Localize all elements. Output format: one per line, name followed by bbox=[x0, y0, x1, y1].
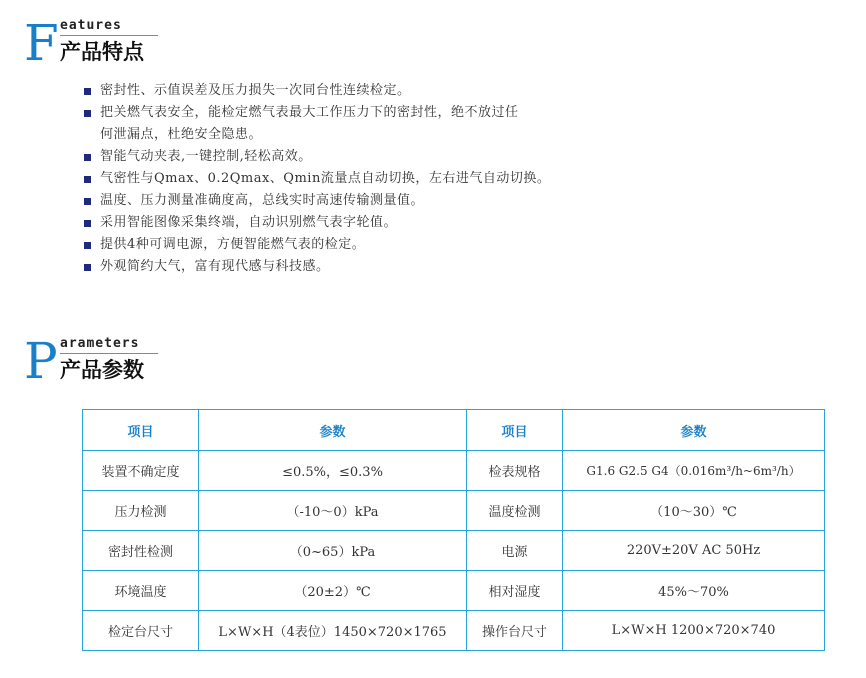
table-cell: L×W×H 1200×720×740 bbox=[563, 611, 825, 651]
feature-item-continuation bbox=[84, 124, 644, 146]
feature-item bbox=[84, 256, 644, 278]
feature-item bbox=[84, 146, 644, 168]
table-cell: 相对湿度 bbox=[467, 571, 563, 611]
feature-item bbox=[84, 102, 644, 124]
table-row bbox=[83, 491, 825, 531]
table-cell: L×W×H（4表位）1450×720×1765 bbox=[199, 611, 467, 651]
features-heading bbox=[24, 14, 324, 78]
feature-text: 外观简约大气，富有现代感与科技感。 bbox=[100, 259, 330, 274]
table-cell: 45%～70% bbox=[563, 571, 825, 611]
table-cell: （0~65）kPa bbox=[199, 531, 467, 571]
feature-item bbox=[84, 168, 644, 190]
parameters-initial-letter: P bbox=[24, 332, 58, 390]
column-header-item: 项目 bbox=[467, 410, 563, 451]
parameters-title: 产品参数 bbox=[60, 358, 144, 382]
feature-text: 何泄漏点，杜绝安全隐患。 bbox=[100, 127, 263, 142]
square-bullet-icon bbox=[84, 154, 91, 161]
features-english-word: eatures bbox=[60, 18, 122, 33]
feature-list bbox=[84, 80, 644, 278]
column-header-item: 项目 bbox=[83, 410, 199, 451]
feature-text: 把关燃气表安全，能检定燃气表最大工作压力下的密封性，绝不放过任 bbox=[100, 105, 519, 120]
square-bullet-icon bbox=[84, 88, 91, 95]
square-bullet-icon bbox=[84, 198, 91, 205]
square-bullet-icon bbox=[84, 176, 91, 183]
table-cell: ≤0.5%，≤0.3% bbox=[199, 451, 467, 491]
table-cell: 电源 bbox=[467, 531, 563, 571]
feature-text: 智能气动夹表,一键控制,轻松高效。 bbox=[100, 149, 312, 164]
features-title: 产品特点 bbox=[60, 40, 144, 64]
column-header-value: 参数 bbox=[199, 410, 467, 451]
table-cell: （-10～0）kPa bbox=[199, 491, 467, 531]
parameters-english-word: arameters bbox=[60, 336, 140, 351]
table-cell: 220V±20V AC 50Hz bbox=[563, 531, 825, 571]
table-row bbox=[83, 571, 825, 611]
square-bullet-icon bbox=[84, 110, 91, 117]
table-cell: 装置不确定度 bbox=[83, 451, 199, 491]
table-row bbox=[83, 531, 825, 571]
feature-text: 密封性、示值误差及压力损失一次同台性连续检定。 bbox=[100, 83, 411, 98]
square-bullet-icon bbox=[84, 264, 91, 271]
table-cell: 压力检测 bbox=[83, 491, 199, 531]
column-header-value: 参数 bbox=[563, 410, 825, 451]
feature-item bbox=[84, 212, 644, 234]
table-row bbox=[83, 611, 825, 651]
feature-text: 温度、压力测量准确度高，总线实时高速传输测量值。 bbox=[100, 193, 425, 208]
features-initial-letter: F bbox=[24, 14, 59, 72]
table-header-row bbox=[83, 410, 825, 451]
table-cell: （10～30）℃ bbox=[563, 491, 825, 531]
table-cell: 环境温度 bbox=[83, 571, 199, 611]
table-cell: 操作台尺寸 bbox=[467, 611, 563, 651]
table-cell: （20±2）℃ bbox=[199, 571, 467, 611]
parameters-table bbox=[82, 409, 825, 651]
feature-text: 提供4种可调电源，方便智能燃气表的检定。 bbox=[100, 237, 366, 252]
feature-text: 气密性与Qmax、0.2Qmax、Qmin流量点自动切换，左右进气自动切换。 bbox=[100, 171, 551, 186]
table-row bbox=[83, 451, 825, 491]
table-cell: 检定台尺寸 bbox=[83, 611, 199, 651]
table-cell: G1.6 G2.5 G4（0.016m³/h~6m³/h） bbox=[563, 451, 825, 491]
parameters-heading bbox=[24, 332, 324, 396]
feature-item bbox=[84, 234, 644, 256]
square-bullet-icon bbox=[84, 242, 91, 249]
feature-item bbox=[84, 80, 644, 102]
feature-item bbox=[84, 190, 644, 212]
feature-text: 采用智能图像采集终端，自动识别燃气表字轮值。 bbox=[100, 215, 398, 230]
square-bullet-icon bbox=[84, 220, 91, 227]
table-cell: 温度检测 bbox=[467, 491, 563, 531]
table-cell: 检表规格 bbox=[467, 451, 563, 491]
table-cell: 密封性检测 bbox=[83, 531, 199, 571]
